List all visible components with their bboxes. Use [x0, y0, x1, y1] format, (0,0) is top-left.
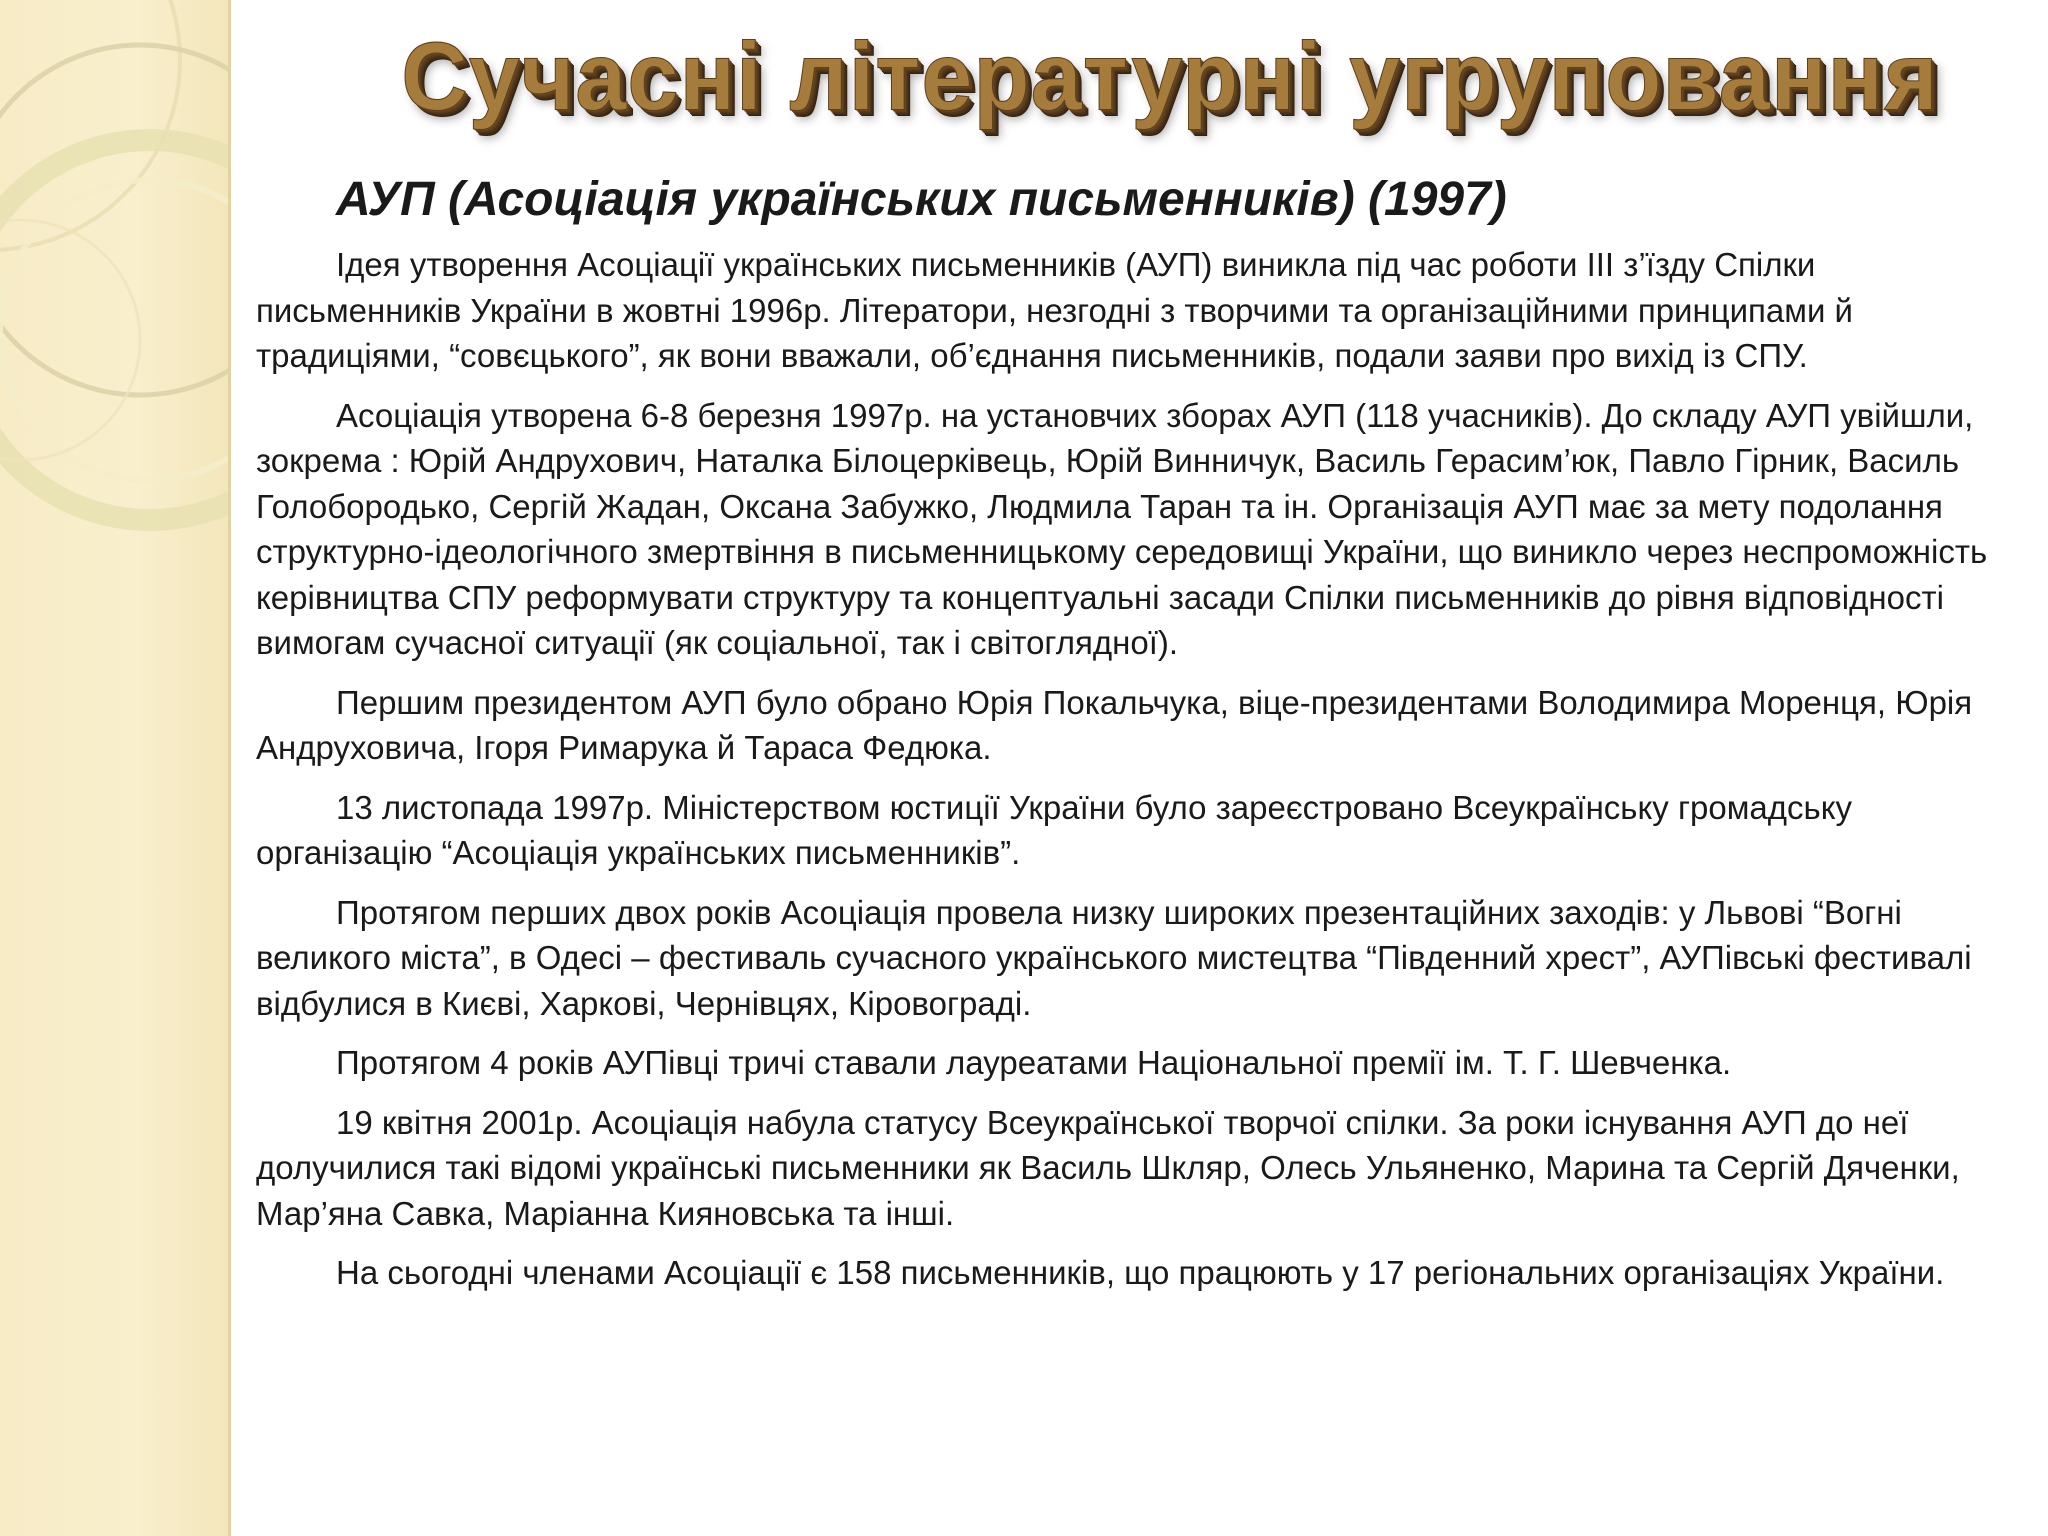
- paragraph: На сьогодні членами Асоціації є 158 письменників, що працюють у 17 регіональних організаціях України.: [336, 1254, 1945, 1291]
- decorative-rings: [0, 0, 228, 1536]
- paragraph: 13 листопада 1997р. Міністерством юстиції України було зареєстровано Всеукраїнську громадську організацію “Асоціація українських письменників”.: [256, 788, 1853, 871]
- body-text: [256, 242, 2008, 1310]
- decorative-side-band: [0, 0, 231, 1536]
- paragraph: Протягом 4 років АУПівці тричі ставали лауреатами Національної премії ім. Т. Г. Шевченка.: [336, 1044, 1732, 1081]
- paragraph: Ідея утворення Асоціації українських письменників (АУП) виникла під час роботи ІІІ з’їзду Спілки письменників України в жовтні 1996р. Літератори, незгодні з творчими та організаційними принципами й традиціями, “совєцького”, як вони вважали, об’єднання письменників, подали заяви про вихід із СПУ.: [256, 246, 1853, 374]
- paragraph: Протягом перших двох років Асоціація провела низку широких презентаційних заходів: у Львові “Вогні великого міста”, в Одесі – фестиваль сучасного українського мистецтва “Південний хрест”, АУПівські фестивалі відбулися в Києві, Харкові, Чернівцях, Кіровограді.: [256, 893, 1972, 1022]
- paragraph: Першим президентом АУП було обрано Юрія Покальчука, віце-президентами Володимира Моренця, Юрія Андруховича, Ігоря Римарука й Тараса Федюка.: [256, 683, 1973, 766]
- paragraph: 19 квітня 2001р. Асоціація набула статусу Всеукраїнської творчої спілки. За роки існування АУП до неї долучилися такі відомі українські письменники як Василь Шкляр, Олесь Ульяненко, Марина та Сергій Дяченки, Мар’яна Савка, Маріанна Кияновська та інші.: [256, 1103, 1960, 1232]
- paragraph: Асоціація утворена 6-8 березня 1997р. на установчих зборах АУП (118 учасників). До складу АУП увійшли, зокрема : Юрій Андрухович, Наталка Білоцерківець, Юрій Винничук, Василь Герасим’юк, Павло Гірник, Василь Голобородько, Сергій Жадан, Оксана Забужко, Людмила Таран та ін. Організація АУП має за мету подолання структурно-ідеологічного змертвіння в письменницькому середовищі України, що виникло через неспроможність керівництва СПУ реформувати структуру та концептуальні засади Спілки письменників до рівня відповідності вимогам сучасної ситуації (як соціальної, так і світоглядної).: [256, 396, 1988, 661]
- slide-subtitle: АУП (Асоціація українських письменників) (1997): [336, 173, 1507, 226]
- slide-title: Сучасні літературні угруповання: [401, 23, 1939, 131]
